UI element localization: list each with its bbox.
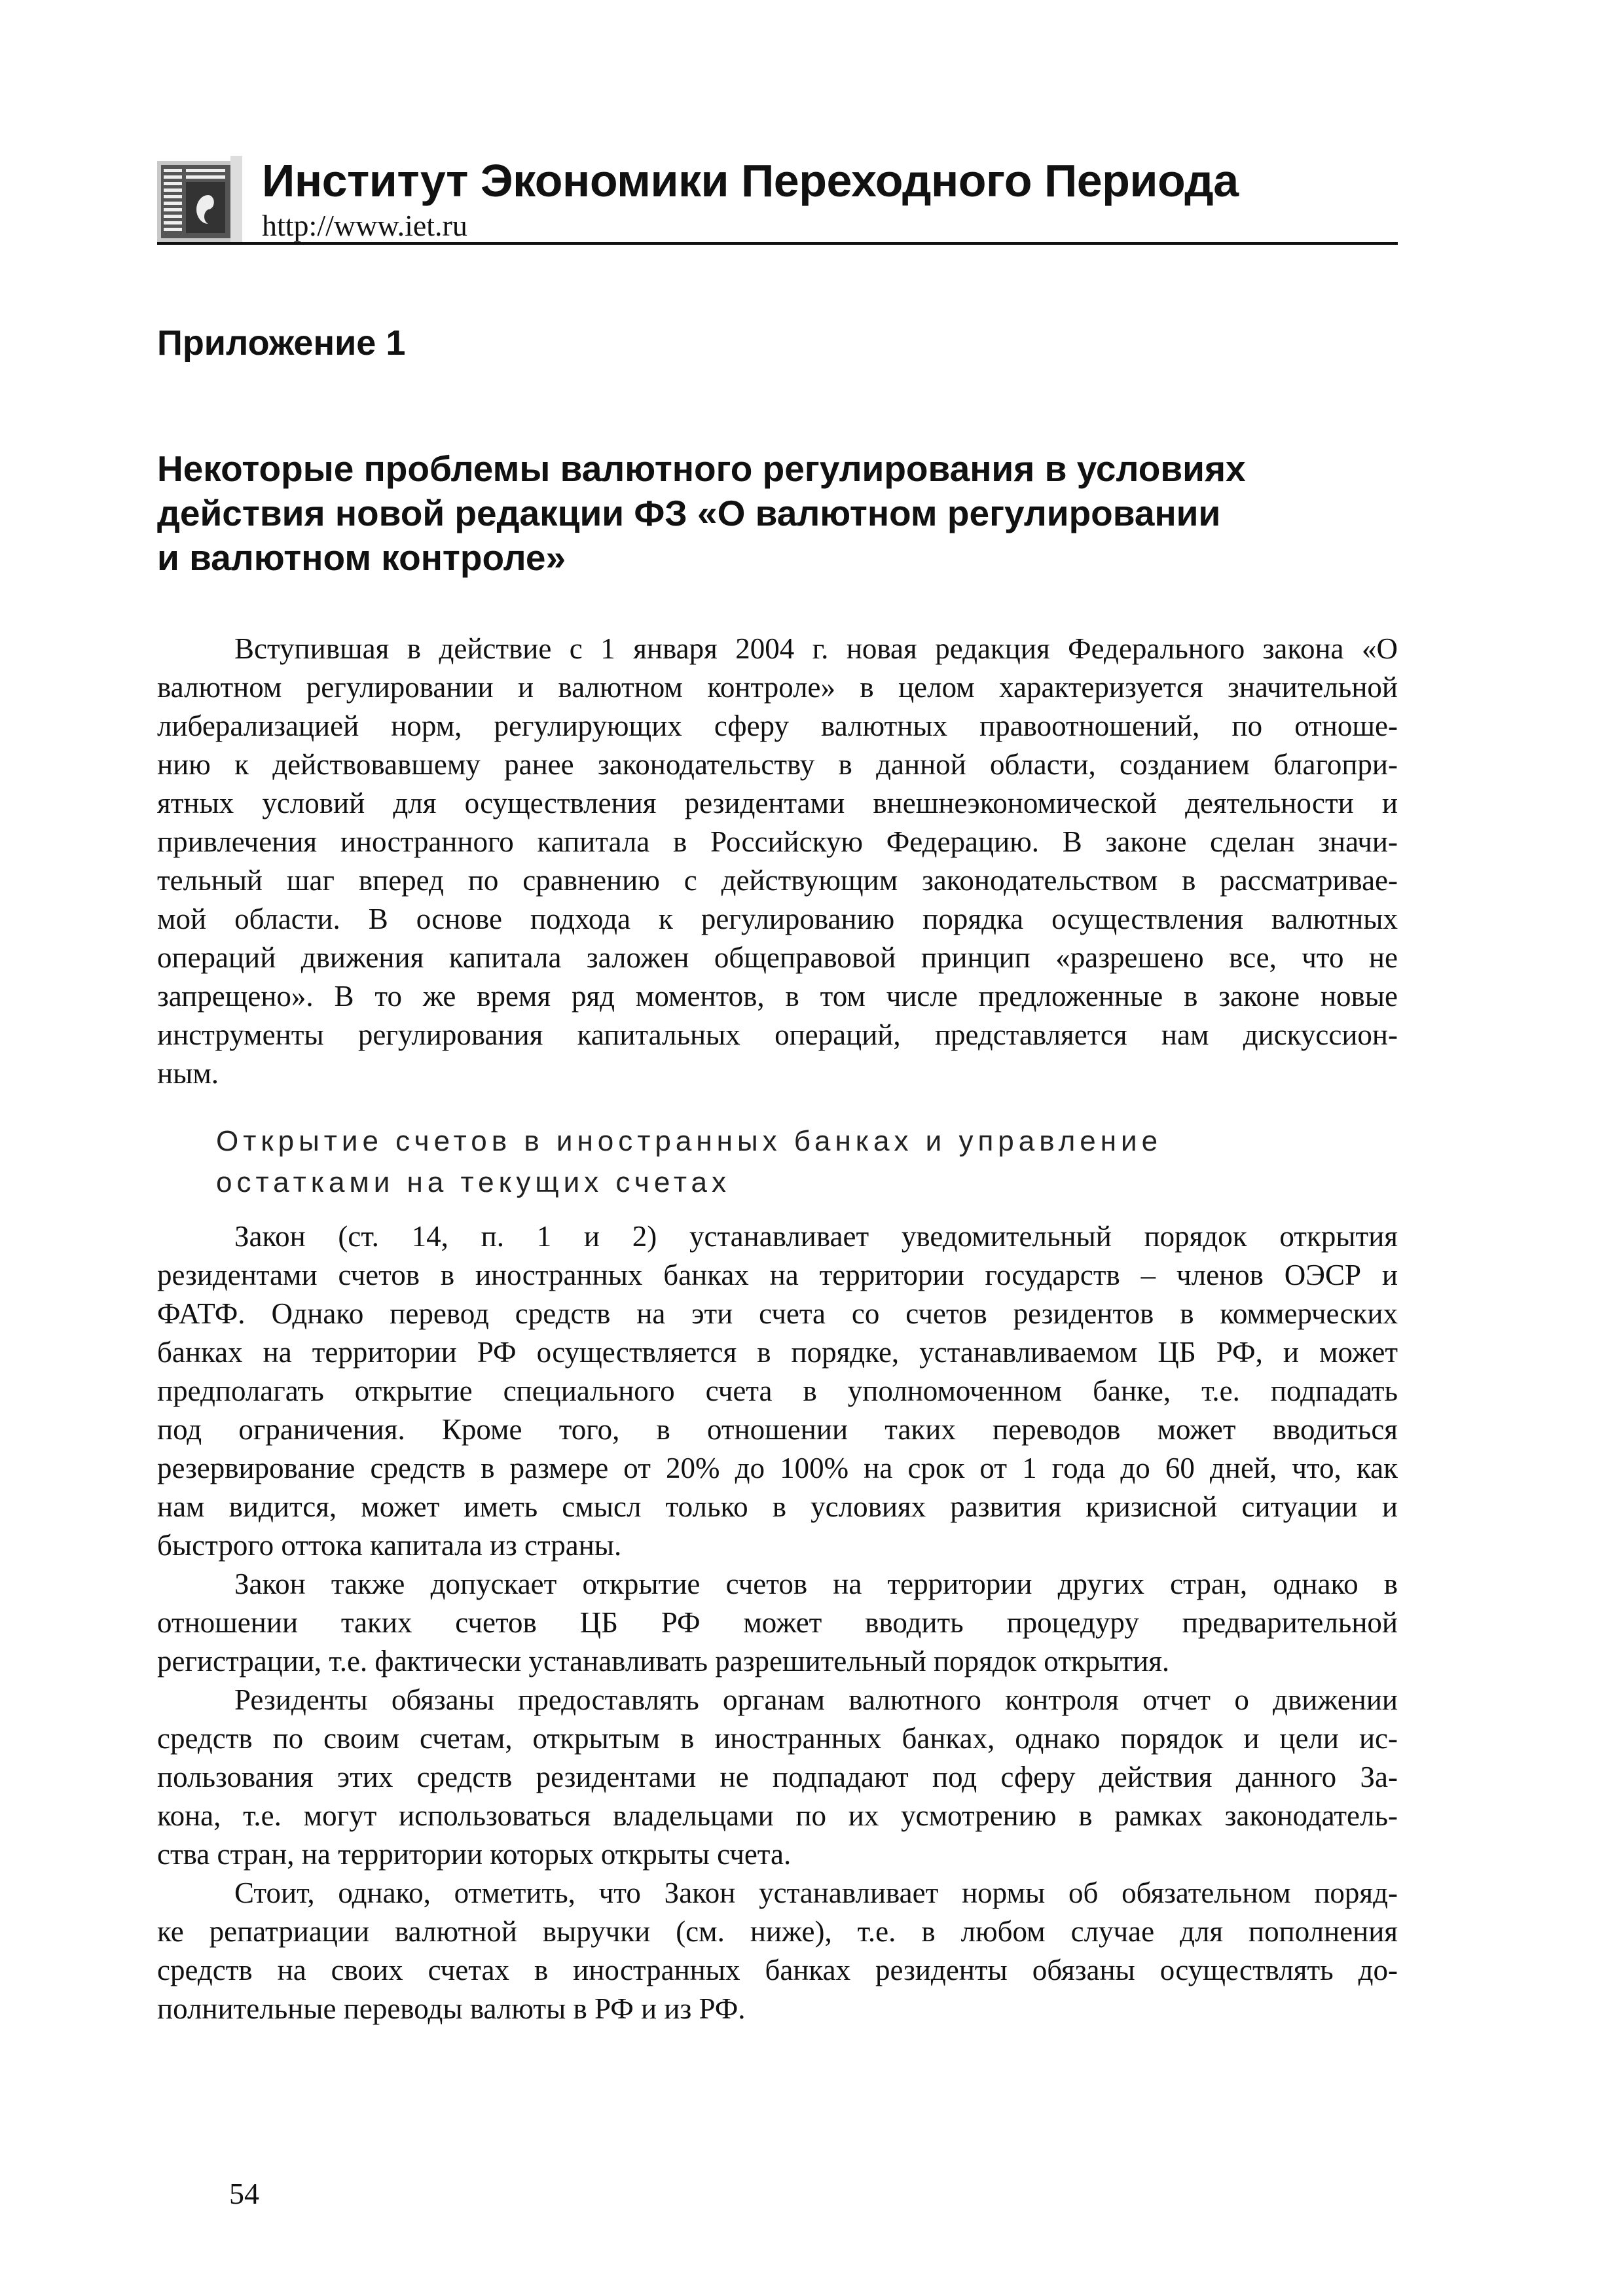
org-url-link[interactable]: http://www.iet.ru xyxy=(262,209,467,242)
text-line: ке репатриации валютной выручки (см. ниже), т.е. в любом случае для пополнения xyxy=(157,1915,1398,1948)
iet-logo-icon xyxy=(157,156,242,242)
text-line: инструменты регулирования капитальных операций, представляется нам дискуссион- xyxy=(157,1018,1398,1051)
text-line: пользования этих средств резидентами не подпадают под сферу действия данного За- xyxy=(157,1761,1398,1793)
text-line: полнительные переводы валюты в РФ и из РФ. xyxy=(157,1992,746,2025)
text-line: регистрации, т.е. фактически устанавливать разрешительный порядок открытия. xyxy=(157,1645,1170,1677)
text-line: тельный шаг вперед по сравнению с действующим законодательством в рассматривае- xyxy=(157,864,1398,897)
paragraph xyxy=(157,1565,1398,1681)
text-line: под ограничения. Кроме того, в отношении таких переводов может вводиться xyxy=(157,1413,1398,1446)
text-line: предполагать открытие специального счета в уполномоченном банке, т.е. подпадать xyxy=(157,1374,1398,1407)
text-line: Резиденты обязаны предоставлять органам валютного контроля отчет о движении xyxy=(234,1683,1398,1716)
page-number: 54 xyxy=(229,2177,259,2210)
paragraph xyxy=(157,1217,1398,1565)
org-title: Институт Экономики Переходного Периода xyxy=(262,155,1239,206)
text-line: ным. xyxy=(157,1057,219,1090)
text-line: Вступившая в действие с 1 января 2004 г. новая редакция Федерального закона «О xyxy=(234,632,1398,665)
heading-line: и валютном контроле» xyxy=(157,537,566,578)
text-line: средств на своих счетах в иностранных банках резиденты обязаны осуществлять до- xyxy=(157,1954,1398,1986)
text-line: банках на территории РФ осуществляется в порядке, устанавливаемом ЦБ РФ, и может xyxy=(157,1336,1398,1369)
text-line: ФАТФ. Однако перевод средств на эти счета со счетов резидентов в коммерческих xyxy=(157,1297,1398,1330)
paragraph xyxy=(157,630,1398,1093)
text-line: Стоит, однако, отметить, что Закон устанавливает нормы об обязательном поряд- xyxy=(234,1876,1398,1909)
subsection-heading xyxy=(216,1121,1162,1203)
text-line: запрещено». В то же время ряд моментов, в том числе предложенные в законе новые xyxy=(157,980,1398,1013)
text-line: ятных условий для осуществления резидентами внешнеэкономической деятельности и xyxy=(157,787,1398,819)
text-line: резервирование средств в размере от 20% до 100% на срок от 1 года до 60 дней, что, как xyxy=(157,1452,1398,1484)
text-line: Закон также допускает открытие счетов на территории других стран, однако в xyxy=(234,1568,1398,1600)
paragraph xyxy=(157,1874,1398,2028)
subheading-line: остатками на текущих счетах xyxy=(216,1166,731,1198)
text-line: быстрого оттока капитала из страны. xyxy=(157,1529,622,1562)
text-line: привлечения иностранного капитала в Российскую Федерацию. В законе сделан значи- xyxy=(157,825,1398,858)
text-line: мой области. В основе подхода к регулированию порядка осуществления валютных xyxy=(157,903,1398,935)
appendix-label: Приложение 1 xyxy=(157,323,406,363)
section-heading xyxy=(157,446,1398,580)
text-line: нию к действовавшему ранее законодательству в данной области, созданием благопри- xyxy=(157,748,1398,781)
heading-line: Некоторые проблемы валютного регулирования в условиях xyxy=(157,448,1246,489)
text-line: либерализацией норм, регулирующих сферу валютных правоотношений, по отноше- xyxy=(157,709,1398,742)
text-line: нам видится, может иметь смысл только в условиях развития кризисной ситуации и xyxy=(157,1490,1398,1523)
header-divider xyxy=(157,242,1398,245)
text-line: операций движения капитала заложен общеправовой принцип «разрешено все, что не xyxy=(157,941,1398,974)
text-line: валютном регулировании и валютном контроле» в целом характеризуется значительной xyxy=(157,671,1398,704)
text-line: средств по своим счетам, открытым в иностранных банках, однако порядок и цели ис- xyxy=(157,1722,1398,1755)
text-line: Закон (ст. 14, п. 1 и 2) устанавливает уведомительный порядок открытия xyxy=(234,1220,1398,1253)
text-line: резидентами счетов в иностранных банках на территории государств – членов ОЭСР и xyxy=(157,1259,1398,1291)
text-line: кона, т.е. могут использоваться владельцами по их усмотрению в рамках законодатель- xyxy=(157,1799,1398,1832)
section-text xyxy=(157,1217,1398,2028)
intro-text xyxy=(157,630,1398,1093)
text-line: ства стран, на территории которых открыты счета. xyxy=(157,1838,792,1871)
text-line: отношении таких счетов ЦБ РФ может вводить процедуру предварительной xyxy=(157,1606,1398,1639)
subheading-line: Открытие счетов в иностранных банках и управление xyxy=(216,1125,1163,1157)
paragraph xyxy=(157,1681,1398,1874)
heading-line: действия новой редакции ФЗ «О валютном регулировании xyxy=(157,493,1221,533)
